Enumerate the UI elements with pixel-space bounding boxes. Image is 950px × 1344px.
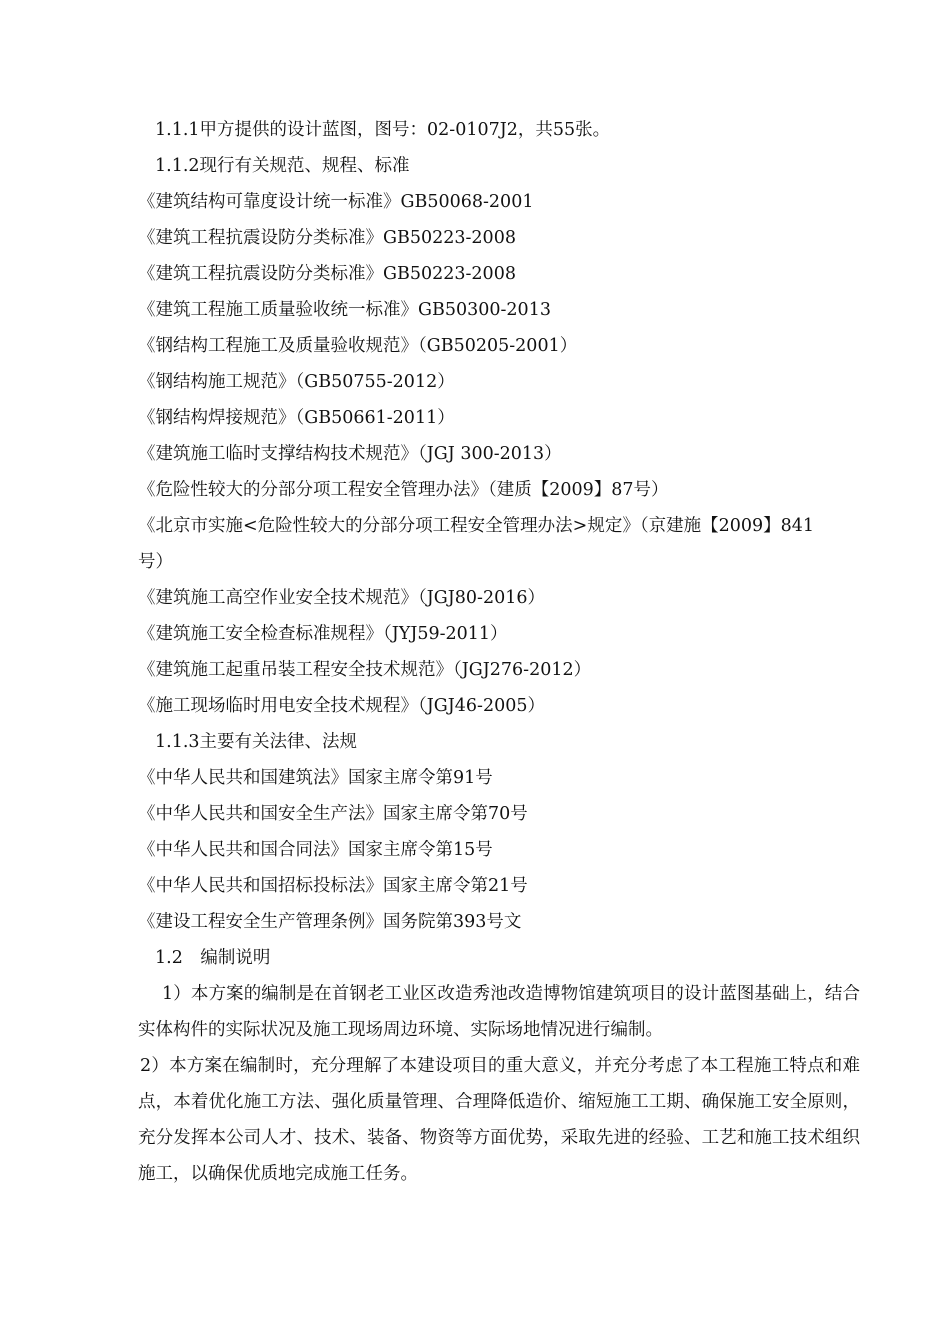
standard-item: 《建筑工程抗震设防分类标准》GB50223-2008 — [138, 228, 516, 248]
law-item: 《中华人民共和国建筑法》国家主席令第91号 — [138, 768, 493, 788]
standard-item-continuation: 号） — [138, 552, 173, 572]
law-item: 《中华人民共和国安全生产法》国家主席令第70号 — [138, 804, 528, 824]
section-1-1-2-heading: 1.1.2现行有关规范、规程、标准 — [155, 156, 410, 176]
standard-item: 《建筑工程施工质量验收统一标准》GB50300-2013 — [138, 300, 551, 320]
section-1-1-3-heading: 1.1.3主要有关法律、法规 — [155, 732, 358, 752]
standard-item: 《钢结构施工规范》（GB50755-2012） — [138, 372, 455, 392]
standard-item: 《建筑施工临时支撑结构技术规范》（JGJ 300-2013） — [138, 444, 562, 464]
standard-item: 《建筑结构可靠度设计统一标准》GB50068-2001 — [138, 192, 534, 212]
standard-item: 《危险性较大的分部分项工程安全管理办法》（建质【2009】87号） — [138, 480, 669, 500]
standard-item: 《建筑施工安全检查标准规程》（JYJ59-2011） — [138, 624, 508, 644]
law-item: 《建设工程安全生产管理条例》国务院第393号文 — [138, 912, 522, 932]
standard-item: 《建筑工程抗震设防分类标准》GB50223-2008 — [138, 264, 516, 284]
document-body — [138, 112, 860, 1192]
law-item: 《中华人民共和国合同法》国家主席令第15号 — [138, 840, 493, 860]
law-item: 《中华人民共和国招标投标法》国家主席令第21号 — [138, 876, 528, 896]
section-1-1-1: 1.1.1甲方提供的设计蓝图，图号：02-0107J2，共55张。 — [155, 120, 611, 140]
standard-item: 《建筑施工高空作业安全技术规范》（JGJ80-2016） — [138, 588, 545, 608]
paragraph-2: 2）本方案在编制时，充分理解了本建设项目的重大意义，并充分考虑了本工程施工特点和难点，本着优化施工方法、强化质量管理、合理降低造价、缩短施工工期、确保施工安全原则，充分发挥本公司人才、技术、装备、物资等方面优势，采取先进的经验、工艺和施工技术组织施工，以确保优质地完成施工任务。 — [138, 1056, 860, 1184]
standard-item: 《钢结构焊接规范》（GB50661-2011） — [138, 408, 455, 428]
standard-item: 《北京市实施<危险性较大的分部分项工程安全管理办法>规定》（京建施【2009】841 — [138, 516, 815, 536]
standard-item: 《钢结构工程施工及质量验收规范》（GB50205-2001） — [138, 336, 578, 356]
section-1-2-heading: 1.2 编制说明 — [155, 948, 271, 968]
standard-item: 《建筑施工起重吊装工程安全技术规范》（JGJ276-2012） — [138, 660, 592, 680]
paragraph-1: 1）本方案的编制是在首钢老工业区改造秀池改造博物馆建筑项目的设计蓝图基础上，结合实体构件的实际状况及施工现场周边环境、实际场地情况进行编制。 — [138, 984, 860, 1040]
standard-item: 《施工现场临时用电安全技术规程》（JGJ46-2005） — [138, 696, 545, 716]
